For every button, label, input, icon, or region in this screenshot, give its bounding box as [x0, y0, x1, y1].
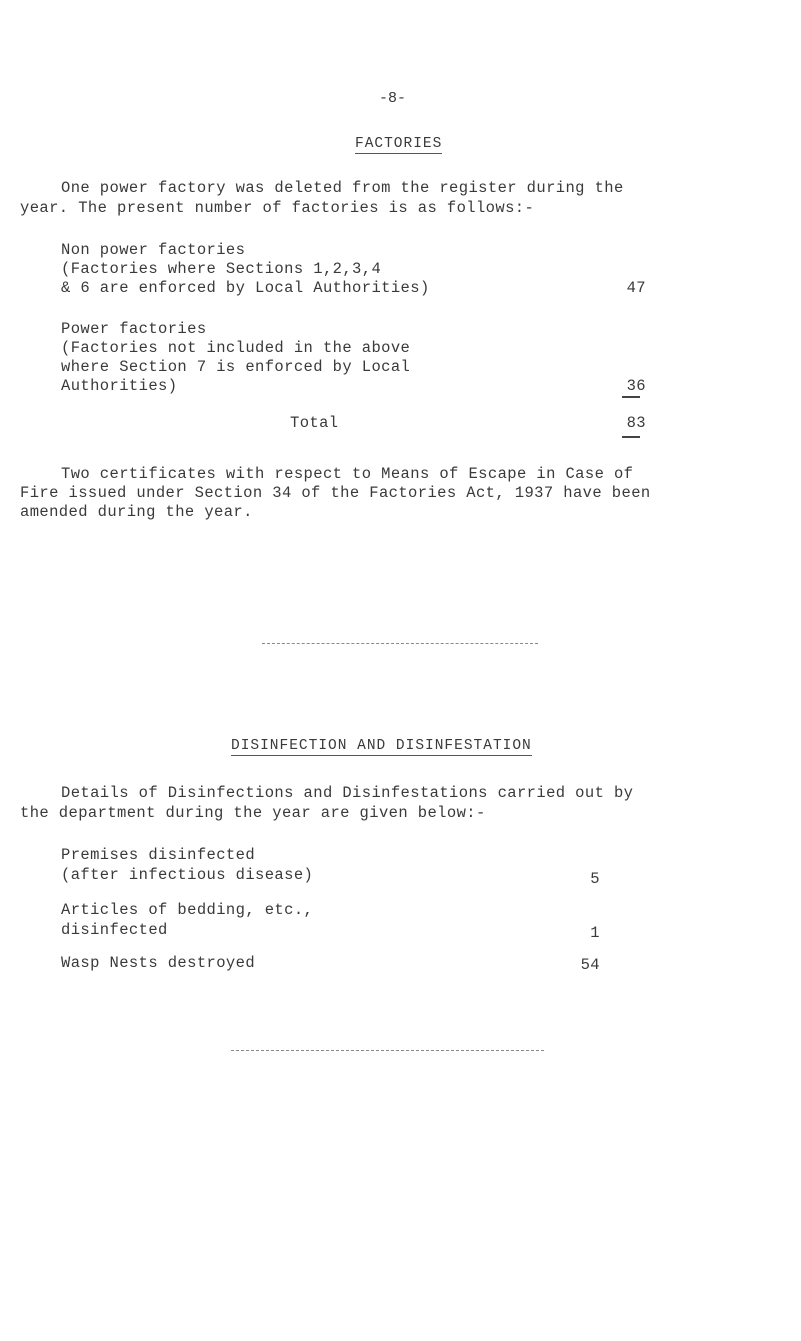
subtotal-rule: [622, 396, 640, 398]
power-label-line4: Authorities): [61, 377, 178, 395]
certificates-line2: Fire issued under Section 34 of the Factories Act, 1937 have been: [20, 484, 651, 502]
power-label-line1: Power factories: [61, 320, 207, 338]
disinfection-intro-line1: Details of Disinfections and Disinfestations carried out by: [61, 784, 634, 802]
premises-label-line1: Premises disinfected: [61, 846, 256, 864]
page-number: -8-: [379, 90, 407, 107]
bedding-label-line1: Articles of bedding, etc.,: [61, 901, 314, 919]
power-label-line2: (Factories not included in the above: [61, 339, 411, 357]
premises-value: 5: [590, 870, 600, 888]
bedding-value: 1: [590, 924, 600, 942]
total-rule: [622, 436, 640, 438]
certificates-line3: amended during the year.: [20, 503, 253, 521]
non-power-label-line1: Non power factories: [61, 241, 246, 259]
non-power-label-line2: (Factories where Sections 1,2,3,4: [61, 260, 382, 278]
total-value: 83: [626, 414, 646, 432]
disinfection-heading: DISINFECTION AND DISINFESTATION: [231, 738, 532, 754]
wasp-label: Wasp Nests destroyed: [61, 954, 256, 972]
factories-intro-line2: year. The present number of factories is as follows:-: [20, 199, 535, 217]
certificates-line1: Two certificates with respect to Means of Escape in Case of: [61, 465, 634, 483]
factories-heading: FACTORIES: [355, 136, 443, 152]
factories-intro-line1: One power factory was deleted from the register during the: [61, 179, 624, 197]
disinfection-intro-line2: the department during the year are given below:-: [20, 804, 486, 822]
power-value: 36: [626, 377, 646, 395]
bottom-divider: [231, 1050, 544, 1051]
non-power-label-line3: & 6 are enforced by Local Authorities): [61, 279, 430, 297]
total-label: Total: [290, 414, 339, 432]
wasp-value: 54: [580, 956, 600, 974]
section-divider: [262, 643, 538, 644]
bedding-label-line2: disinfected: [61, 921, 168, 939]
non-power-value: 47: [626, 279, 646, 297]
power-label-line3: where Section 7 is enforced by Local: [61, 358, 411, 376]
premises-label-line2: (after infectious disease): [61, 866, 314, 884]
